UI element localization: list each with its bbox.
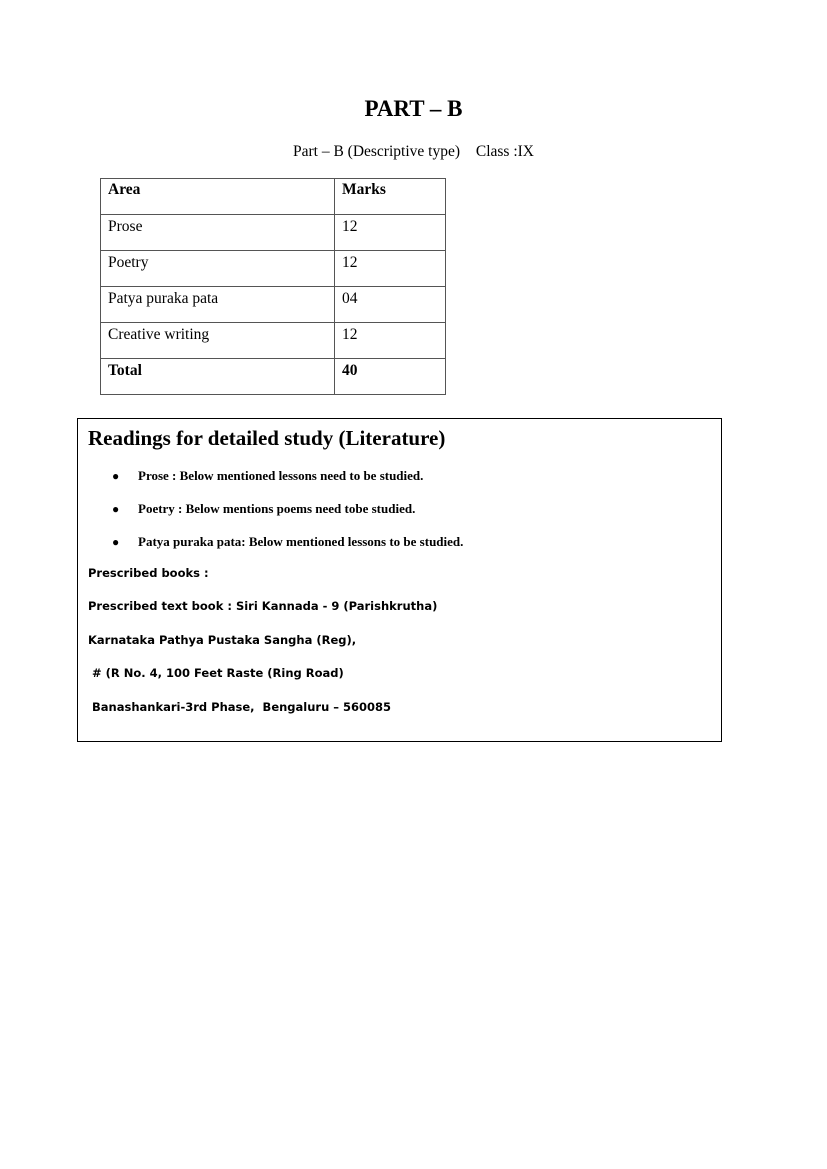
marks-cell: 12 [335,251,446,287]
column-header-marks: Marks [335,179,446,215]
area-cell: Poetry [101,251,335,287]
list-item [112,501,463,534]
publisher-line: Karnataka Pathya Pustaka Sangha (Reg), [88,633,357,647]
marks-cell: 04 [335,287,446,323]
table-row [101,215,446,251]
table-row [101,287,446,323]
text-book-line: Prescribed text book : Siri Kannada - 9 (Parishkrutha) [88,599,438,613]
list-item [112,534,463,567]
table-row [101,251,446,287]
bullet-icon: ● [112,535,120,549]
list-item [112,468,463,501]
list-item-text: Poetry : Below mentions poems need tobe studied. [138,501,416,516]
readings-title: Readings for detailed study (Literature) [88,426,446,450]
class-label: Class :IX [475,143,534,160]
prescribed-books-label: Prescribed books : [88,566,209,580]
total-label-cell: Total [101,359,335,395]
table-total-row [101,359,446,395]
total-value-cell: 40 [335,359,446,395]
marks-cell: 12 [335,323,446,359]
bullet-icon: ● [112,469,120,483]
address-line-2: Banashankari-3rd Phase, Bengaluru – 560085 [88,700,392,714]
table-row [101,323,446,359]
bullet-icon: ● [112,502,120,516]
address-line-1: # (R No. 4, 100 Feet Raste (Ring Road) [88,666,344,680]
readings-list [112,468,463,567]
marks-cell: 12 [335,215,446,251]
marks-table [100,178,446,395]
list-item-text: Prose : Below mentioned lessons need to be studied. [138,468,424,483]
table-header-row [101,179,446,215]
list-item-text: Patya puraka pata: Below mentioned lessons to be studied. [138,534,464,549]
page-title: PART – B [364,96,463,121]
descriptive-type-label: Part – B (Descriptive type) [292,143,460,160]
column-header-area: Area [101,179,335,215]
page-subtitle [0,143,827,161]
area-cell: Patya puraka pata [101,287,335,323]
area-cell: Creative writing [101,323,335,359]
area-cell: Prose [101,215,335,251]
readings-box [77,418,722,742]
